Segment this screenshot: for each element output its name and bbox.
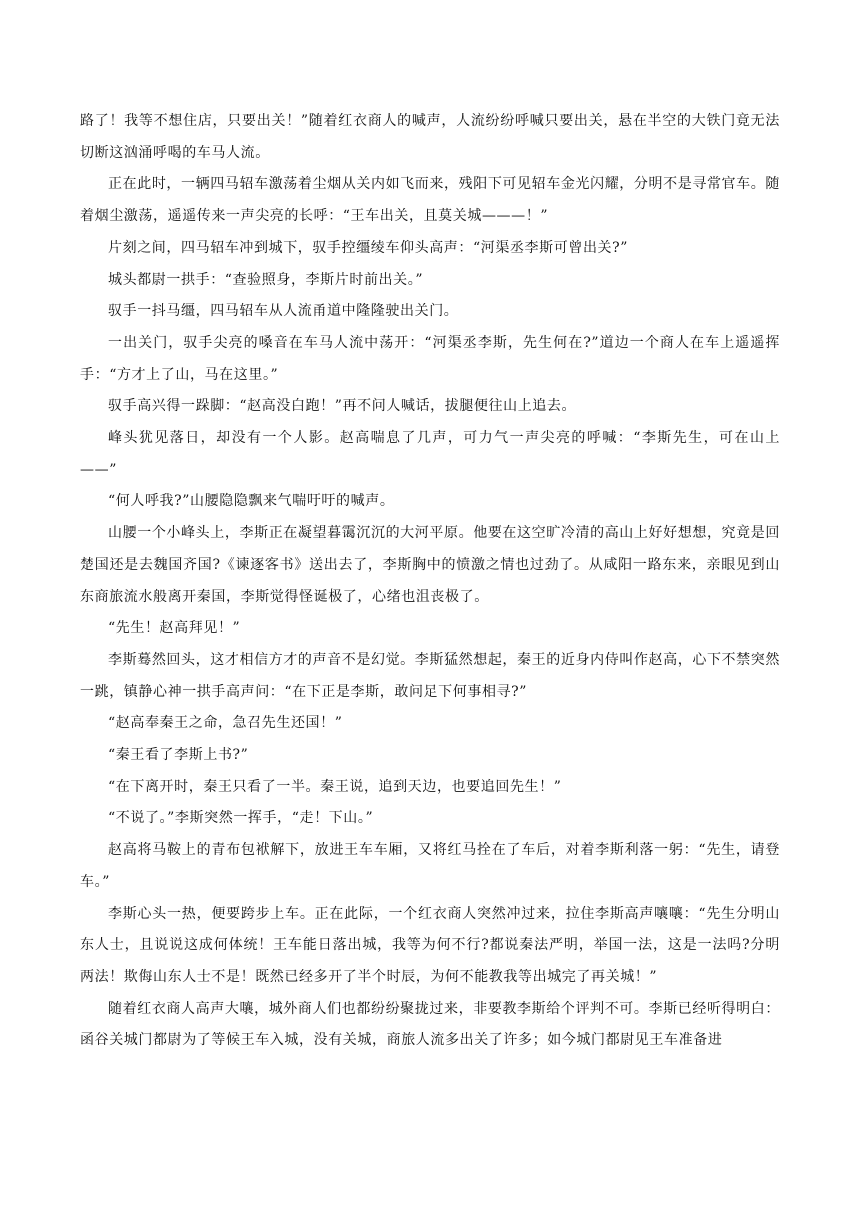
paragraph: “先生！赵高拜见！” [108, 620, 241, 637]
paragraph: 正在此时，一辆四马轺车激荡着尘烟从关内如飞而来，残阳下可见轺车金光闪耀，分明不是寻常官车。随着烟尘激荡，遥遥传来一声尖亮的长呼：“王车出关，且莫关城———！” [80, 176, 780, 225]
paragraph: 随着红衣商人高声大嚷，城外商人们也都纷纷聚拢过来，非要教李斯给个评判不可。李斯已经听得明白：函谷关城门都尉为了等候王车入城，没有关城，商旅人流多出关了许多；如今城门都尉见王车准备进 [80, 1000, 780, 1049]
paragraph: 一出关门，驭手尖亮的嗓音在车马人流中荡开：“河渠丞李斯，先生何在?”道边一个商人在车上遥遥挥手：“方才上了山，马在这里。” [80, 334, 780, 383]
article-body [80, 106, 780, 1057]
paragraph: 驭手高兴得一跺脚：“赵高没白跑！”再不问人喊话，拔腿便往山上追去。 [108, 398, 577, 415]
paragraph: 驭手一抖马缰，四马轺车从人流甬道中隆隆驶出关门。 [108, 303, 459, 320]
paragraph: 峰头犹见落日，却没有一个人影。赵高喘息了几声，可力气一声尖亮的呼喊：“李斯先生，可在山上——” [80, 430, 780, 478]
paragraph: 路了！我等不想住店，只要出关！”随着红衣商人的喊声，人流纷纷呼喊只要出关，悬在半空的大铁门竟无法切断这汹涌呼喝的车马人流。 [80, 113, 780, 161]
paragraph: 李斯心头一热，便要跨步上车。正在此际，一个红衣商人突然冲过来，拉住李斯高声嚷嚷：“先生分明山东人士，且说说这成何体统！王车能日落出城，我等为何不行?都说秦法严明，举国一法，这是一法吗?分明两法！欺侮山东人士不是！既然已经多开了半个时辰，为何不能教我等出城完了再关城！” [80, 905, 780, 985]
paragraph: “赵高奉秦王之命，急召先生还国！” [108, 715, 343, 732]
paragraph: 片刻之间，四马轺车冲到城下，驭手控缰绫车仰头高声：“河渠丞李斯可曾出关?” [108, 239, 629, 256]
paragraph: “秦王看了李斯上书?” [108, 747, 249, 764]
paragraph: 城头都尉一拱手：“查验照身，李斯片时前出关。” [108, 271, 424, 288]
paragraph: “不说了。”李斯突然一挥手，“走！下山。” [108, 810, 374, 827]
paragraph: 山腰一个小峰头上，李斯正在凝望暮霭沉沉的大河平原。他要在这空旷冷清的高山上好好想想，究竟是回楚国还是去魏国齐国?《谏逐客书》送出去了，李斯胸中的愤激之情也过劲了。从咸阳一路东来，亲眼见到山东商旅流水般离开秦国，李斯觉得怪诞极了，心绪也沮丧极了。 [80, 525, 780, 605]
paragraph: “在下离开时，秦王只看了一半。秦王说，追到天边，也要追回先生！” [108, 778, 562, 795]
paragraph: 李斯蓦然回头，这才相信方才的声音不是幻觉。李斯猛然想起，秦王的近身内侍叫作赵高，心下不禁突然一跳，镇静心神一拱手高声问：“在下正是李斯，敢问足下何事相寻?” [80, 651, 780, 700]
paragraph: “何人呼我?”山腰隐隐飘来气喘吁吁的喊声。 [108, 493, 395, 510]
paragraph: 赵高将马鞍上的青布包袱解下，放进王车车厢，又将红马拴在了车后，对着李斯利落一躬：“先生，请登车。” [80, 842, 780, 890]
